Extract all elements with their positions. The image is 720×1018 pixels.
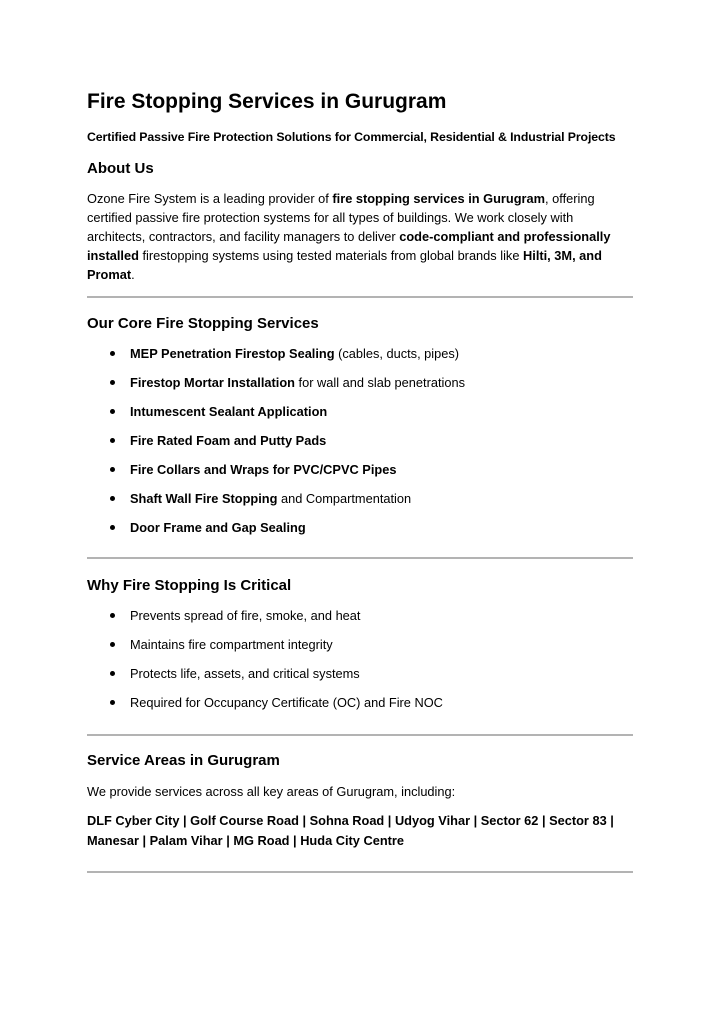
bullet-icon [110, 642, 115, 647]
list-item [87, 519, 633, 548]
about-bold-1: fire stopping services in Gurugram [332, 191, 546, 206]
list-item [87, 636, 633, 665]
why-critical-list [87, 607, 633, 723]
service-areas-intro: We provide services across all key areas of Gurugram, including: [87, 784, 456, 799]
service-name: Firestop Mortar Installation [130, 375, 295, 390]
list-item [87, 432, 633, 461]
why-critical-heading: Why Fire Stopping Is Critical [87, 577, 292, 594]
reason-text: Protects life, assets, and critical systems [130, 666, 360, 681]
section-divider [87, 296, 633, 298]
bullet-icon [110, 613, 115, 618]
about-paragraph [87, 189, 633, 284]
section-divider [87, 734, 633, 736]
bullet-icon [110, 671, 115, 676]
service-areas-heading: Service Areas in Gurugram [87, 752, 280, 769]
bullet-icon [110, 438, 115, 443]
about-bold-2: code-compliant and professionally installed [87, 229, 611, 263]
core-services-heading: Our Core Fire Stopping Services [87, 315, 319, 332]
reason-text: Maintains fire compartment integrity [130, 637, 333, 652]
service-detail: (cables, ducts, pipes) [334, 346, 460, 361]
section-divider [87, 871, 633, 873]
list-item [87, 345, 633, 374]
service-name: Door Frame and Gap Sealing [130, 520, 306, 535]
reason-text: Prevents spread of fire, smoke, and heat [130, 608, 361, 623]
list-item [87, 374, 633, 403]
page-subtitle: Certified Passive Fire Protection Solutions for Commercial, Residential & Industrial Projects [87, 130, 616, 144]
service-name: Intumescent Sealant Application [130, 404, 328, 419]
reason-text: Required for Occupancy Certificate (OC) and Fire NOC [130, 695, 443, 710]
service-detail: and Compartmentation [277, 491, 412, 506]
service-name: Fire Collars and Wraps for PVC/CPVC Pipes [130, 462, 397, 477]
about-text-2: , offering certified passive fire protection systems for all types of buildings. We work closely with architects, contractors, and facility managers to deliver [87, 191, 595, 244]
list-item [87, 461, 633, 490]
about-text-4: . [131, 267, 135, 282]
bullet-icon [110, 351, 115, 356]
core-services-list [87, 345, 633, 548]
list-item [87, 694, 633, 723]
bullet-icon [110, 380, 115, 385]
about-bold-3: Hilti, 3M, and Promat [87, 248, 602, 282]
bullet-icon [110, 409, 115, 414]
list-item [87, 607, 633, 636]
about-text-3: firestopping systems using tested materials from global brands like [138, 248, 524, 263]
service-name: Fire Rated Foam and Putty Pads [130, 433, 327, 448]
section-divider [87, 557, 633, 559]
bullet-icon [110, 525, 115, 530]
about-heading: About Us [87, 160, 154, 177]
list-item [87, 490, 633, 519]
bullet-icon [110, 496, 115, 501]
list-item [87, 403, 633, 432]
service-name: Shaft Wall Fire Stopping [130, 491, 278, 506]
bullet-icon [110, 467, 115, 472]
bullet-icon [110, 700, 115, 705]
service-name: MEP Penetration Firestop Sealing [130, 346, 335, 361]
about-text-1: Ozone Fire System is a leading provider of [87, 191, 333, 206]
list-item [87, 665, 633, 694]
page-title: Fire Stopping Services in Gurugram [87, 90, 447, 113]
service-detail: for wall and slab penetrations [294, 375, 465, 390]
service-areas-list: DLF Cyber City | Golf Course Road | Sohna Road | Udyog Vihar | Sector 62 | Sector 83 | Manesar | Palam Vihar | MG Road | Huda City Centre [87, 813, 614, 848]
